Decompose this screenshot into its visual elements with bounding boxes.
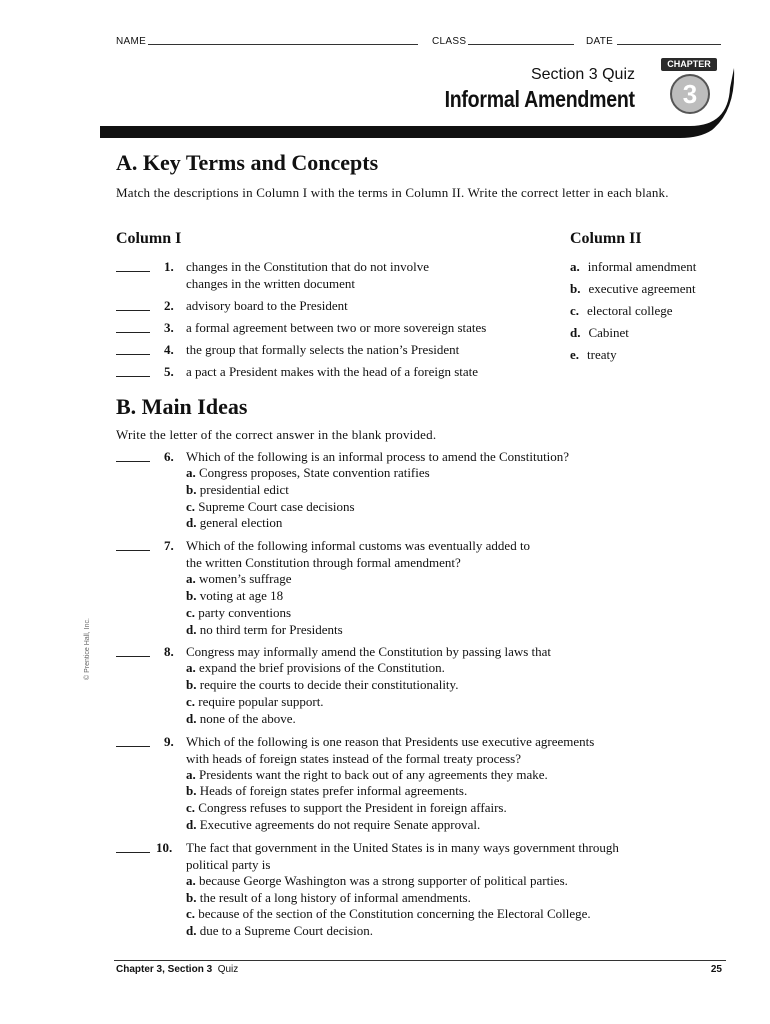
date-label: DATE <box>586 36 614 47</box>
answer-blank[interactable] <box>116 320 150 333</box>
question-number: 8. <box>164 644 174 660</box>
option-letter: c. <box>186 800 196 816</box>
answer-option <box>186 694 324 711</box>
quiz-title: Informal Amendment <box>444 86 635 112</box>
answer-option <box>186 873 568 890</box>
option-text: due to a Supreme Court decision. <box>196 923 374 939</box>
item-number: 1. <box>164 259 174 274</box>
option-letter: c. <box>186 906 196 922</box>
question-number: 7. <box>164 538 174 554</box>
question-text: political party is <box>186 856 271 872</box>
section-b-title: B. Main Ideas <box>116 394 248 419</box>
option-letter: a. <box>186 872 196 888</box>
answer-option <box>186 515 282 532</box>
item-text: changes in the written document <box>186 276 355 291</box>
option-letter: b. <box>186 783 197 799</box>
option-text: because of the section of the Constitution concerning the Electoral College. <box>195 906 591 922</box>
term-letter: a. <box>570 259 580 274</box>
question-text: Congress may informally amend the Constitution by passing laws that <box>186 644 552 660</box>
option-text: require the courts to decide their constitutionality. <box>196 677 459 693</box>
option-letter: b. <box>186 587 197 603</box>
page-number: 25 <box>710 964 722 975</box>
question-number: 10. <box>156 839 173 855</box>
question-number: 6. <box>164 449 174 464</box>
option-text: voting at age 18 <box>196 587 284 603</box>
answer-option <box>186 677 458 694</box>
section-a-instructions: Match the descriptions in Column I with the terms in Column II. Write the correct letter in each blank. <box>116 185 669 200</box>
option-letter: a. <box>186 766 196 782</box>
answer-blank[interactable] <box>116 734 150 747</box>
answer-blank[interactable] <box>116 259 150 272</box>
option-text: because George Washington was a strong supporter of political parties. <box>195 872 568 888</box>
answer-option <box>186 800 507 817</box>
option-text: no third term for Presidents <box>196 621 343 637</box>
question-text: with heads of foreign states instead of the formal treaty process? <box>186 750 521 766</box>
option-text: Supreme Court case decisions <box>195 498 355 514</box>
answer-option <box>186 817 480 834</box>
answer-option <box>186 465 430 482</box>
answer-option <box>186 923 373 940</box>
side-copyright: © Prentice Hall, Inc. <box>84 618 91 680</box>
chapter-number: 3 <box>670 74 710 114</box>
answer-option <box>186 767 548 784</box>
answer-option <box>186 482 289 499</box>
term-item <box>570 280 696 297</box>
answer-option <box>186 906 591 923</box>
term-text: informal amendment <box>587 259 697 274</box>
footer-divider <box>114 960 726 961</box>
answer-option <box>186 571 292 588</box>
option-letter: d. <box>186 923 197 939</box>
option-letter: d. <box>186 621 197 637</box>
name-field[interactable] <box>148 44 418 45</box>
option-letter: b. <box>186 889 197 905</box>
answer-blank[interactable] <box>116 449 150 462</box>
question-text: Which of the following is an informal process to amend the Constitution? <box>186 449 570 464</box>
footer-chapter-section <box>116 964 238 975</box>
answer-blank[interactable] <box>116 840 150 853</box>
name-label: NAME <box>116 36 147 47</box>
question-text: the written Constitution through formal amendment? <box>186 555 461 571</box>
term-item <box>570 324 629 341</box>
answer-blank[interactable] <box>116 342 150 355</box>
option-text: Executive agreements do not require Senate approval. <box>196 816 481 832</box>
question-text: Which of the following is one reason that Presidents use executive agreements <box>186 733 595 749</box>
term-letter: d. <box>570 325 581 340</box>
item-text: the group that formally selects the nation’s President <box>186 342 460 357</box>
footer-chapter: Chapter 3, Section 3 <box>116 964 213 975</box>
chapter-label: CHAPTER <box>661 58 717 71</box>
class-field[interactable] <box>468 44 574 45</box>
option-letter: a. <box>186 660 196 676</box>
item-text: changes in the Constitution that do not involve <box>186 259 430 274</box>
answer-option <box>186 783 467 800</box>
item-number: 3. <box>164 320 174 335</box>
option-letter: b. <box>186 481 197 497</box>
question-text: Which of the following informal customs was eventually added to <box>186 538 531 554</box>
term-item <box>570 302 673 319</box>
option-text: none of the above. <box>196 710 296 726</box>
term-letter: b. <box>570 281 581 296</box>
item-number: 5. <box>164 364 174 379</box>
option-letter: c. <box>186 498 196 514</box>
answer-option <box>186 605 291 622</box>
section-b-instructions: Write the letter of the correct answer in the blank provided. <box>116 427 437 442</box>
answer-option <box>186 499 355 516</box>
quiz-subtitle: Section 3 Quiz <box>530 66 635 83</box>
option-text: the result of a long history of informal amendments. <box>196 889 471 905</box>
item-number: 4. <box>164 342 174 357</box>
option-letter: d. <box>186 515 197 531</box>
option-text: Presidents want the right to back out of any agreements they make. <box>195 766 548 782</box>
option-letter: a. <box>186 465 196 480</box>
option-letter: c. <box>186 693 196 709</box>
option-letter: b. <box>186 677 197 693</box>
item-text: a pact a President makes with the head of a foreign state <box>186 364 479 379</box>
term-letter: e. <box>570 347 580 362</box>
item-text: a formal agreement between two or more sovereign states <box>186 320 487 335</box>
option-text: women’s suffrage <box>195 571 292 587</box>
answer-blank[interactable] <box>116 538 150 551</box>
option-text: presidential edict <box>196 481 289 497</box>
option-letter: a. <box>186 571 196 587</box>
option-text: Congress refuses to support the President in foreign affairs. <box>195 800 507 816</box>
answer-blank[interactable] <box>116 298 150 311</box>
header-swoosh <box>0 48 770 144</box>
term-text: electoral college <box>587 303 673 318</box>
question-text: The fact that government in the United States is in many ways government through <box>186 839 619 855</box>
answer-option <box>186 622 343 639</box>
option-text: party conventions <box>195 604 292 620</box>
term-text: treaty <box>587 347 617 362</box>
option-text: expand the brief provisions of the Constitution. <box>195 660 445 676</box>
answer-option <box>186 660 445 677</box>
date-field[interactable] <box>617 44 721 45</box>
option-letter: d. <box>186 710 197 726</box>
option-letter: d. <box>186 816 197 832</box>
class-label: CLASS <box>432 36 467 47</box>
term-text: executive agreement <box>588 281 696 296</box>
term-letter: c. <box>570 303 580 318</box>
item-text: advisory board to the President <box>186 298 348 313</box>
question-number: 9. <box>164 733 174 749</box>
answer-blank[interactable] <box>116 364 150 377</box>
answer-blank[interactable] <box>116 644 150 657</box>
option-text: Heads of foreign states prefer informal agreements. <box>196 783 468 799</box>
item-number: 2. <box>164 298 174 313</box>
answer-option <box>186 890 471 907</box>
term-item <box>570 346 617 363</box>
option-letter: c. <box>186 604 196 620</box>
answer-option <box>186 711 296 728</box>
term-text: Cabinet <box>588 325 629 340</box>
footer-quiz-label: Quiz <box>217 964 239 975</box>
column-1-title: Column I <box>116 230 182 247</box>
option-text: general election <box>196 515 283 531</box>
section-a-title: A. Key Terms and Concepts <box>116 150 379 175</box>
answer-option <box>186 588 283 605</box>
option-text: require popular support. <box>195 693 324 709</box>
column-2-title: Column II <box>570 230 642 247</box>
option-text: Congress proposes, State convention ratifies <box>195 465 430 480</box>
term-item <box>570 258 696 275</box>
